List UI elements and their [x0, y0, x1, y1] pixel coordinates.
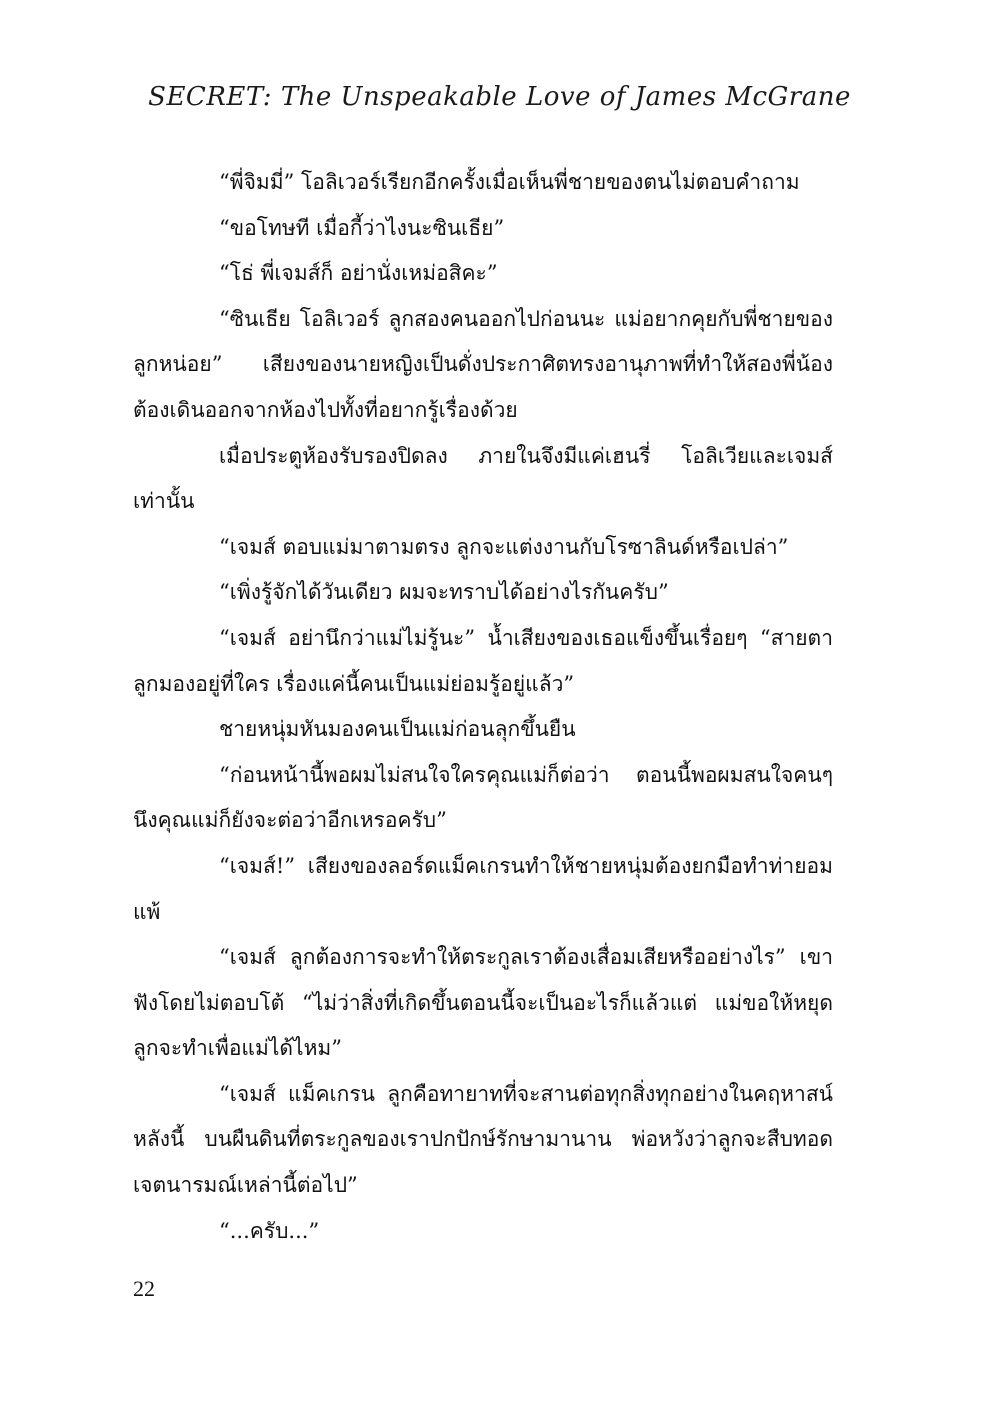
paragraph: “ก่อนหน้านี้พอผมไม่สนใจใครคุณแม่ก็ต่อว่า ตอนนี้พอผมสนใจคนๆ นึงคุณแม่ก็ยังจะต่อว่าอีกเหรอครับ” [133, 762, 833, 833]
paragraph: “เจมส์ อย่านึกว่าแม่ไม่รู้นะ” น้ำเสียงของเธอแข็งขึ้นเรื่อยๆ “สายตาลูกมองอยู่ที่ใคร เรื่องแค่นี้คนเป็นแม่ย่อมรู้อยู่แล้ว” [133, 625, 833, 696]
body-text [133, 160, 833, 1254]
paragraph: เมื่อประตูห้องรับรองปิดลง ภายในจึงมีแค่เฮนรี่ โอลิเวียและเจมส์เท่านั้น [133, 443, 833, 514]
paragraph: “...ครับ...” [219, 1218, 320, 1243]
paragraph: “ขอโทษที เมื่อกี้ว่าไงนะซินเธีย” [219, 215, 505, 240]
page-number: 22 [133, 1276, 155, 1301]
paragraph: “โธ่ พี่เจมส์ก็ อย่านั่งเหม่อสิคะ” [219, 261, 498, 286]
running-header: SECRET: The Unspeakable Love of James McGrane [148, 82, 851, 112]
paragraph: “พี่จิมมี่” โอลิเวอร์เรียกอีกครั้งเมื่อเห็นพี่ชายของตนไม่ตอบคำถาม [219, 170, 800, 194]
paragraph: “เจมส์ แม็คเกรน ลูกคือทายาทที่จะสานต่อทุกสิ่งทุกอย่างในคฤหาสน์หลังนี้ บนผืนดินที่ตระกูลของเราปกปักษ์รักษามานาน พ่อหวังว่าลูกจะสืบทอดเจตนารมณ์เหล่านี้ต่อไป” [133, 1081, 833, 1198]
paragraph: “เจมส์!” เสียงของลอร์ดแม็คเกรนทำให้ชายหนุ่มต้องยกมือทำท่ายอมแพ้ [133, 853, 833, 924]
paragraph: “ซินเธีย โอลิเวอร์ ลูกสองคนออกไปก่อนนะ แม่อยากคุยกับพี่ชายของลูกหน่อย” เสียงของนายหญิงเป็นดั่งประกาศิตทรงอานุภาพที่ทำให้สองพี่น้องต้องเดินออกจากห้องไปทั้งที่อยากรู้เรื่องด้วย [133, 306, 833, 422]
paragraph: “เจมส์ ลูกต้องการจะทำให้ตระกูลเราต้องเสื่อมเสียหรืออย่างไร” เขาฟังโดยไม่ตอบโต้ “ไม่ว่าสิ่งที่เกิดขึ้นตอนนี้จะเป็นอะไรก็แล้วแต่ แม่ขอให้หยุดลูกจะทำเพื่อแม่ได้ไหม” [133, 945, 833, 1061]
paragraph: “เจมส์ ตอบแม่มาตามตรง ลูกจะแต่งงานกับโรซาลินด์หรือเปล่า” [219, 534, 789, 559]
paragraph: “เพิ่งรู้จักได้วันเดียว ผมจะทราบได้อย่างไรกันครับ” [219, 580, 669, 605]
paragraph: ชายหนุ่มหันมองคนเป็นแม่ก่อนลุกขึ้นยืน [219, 717, 576, 742]
